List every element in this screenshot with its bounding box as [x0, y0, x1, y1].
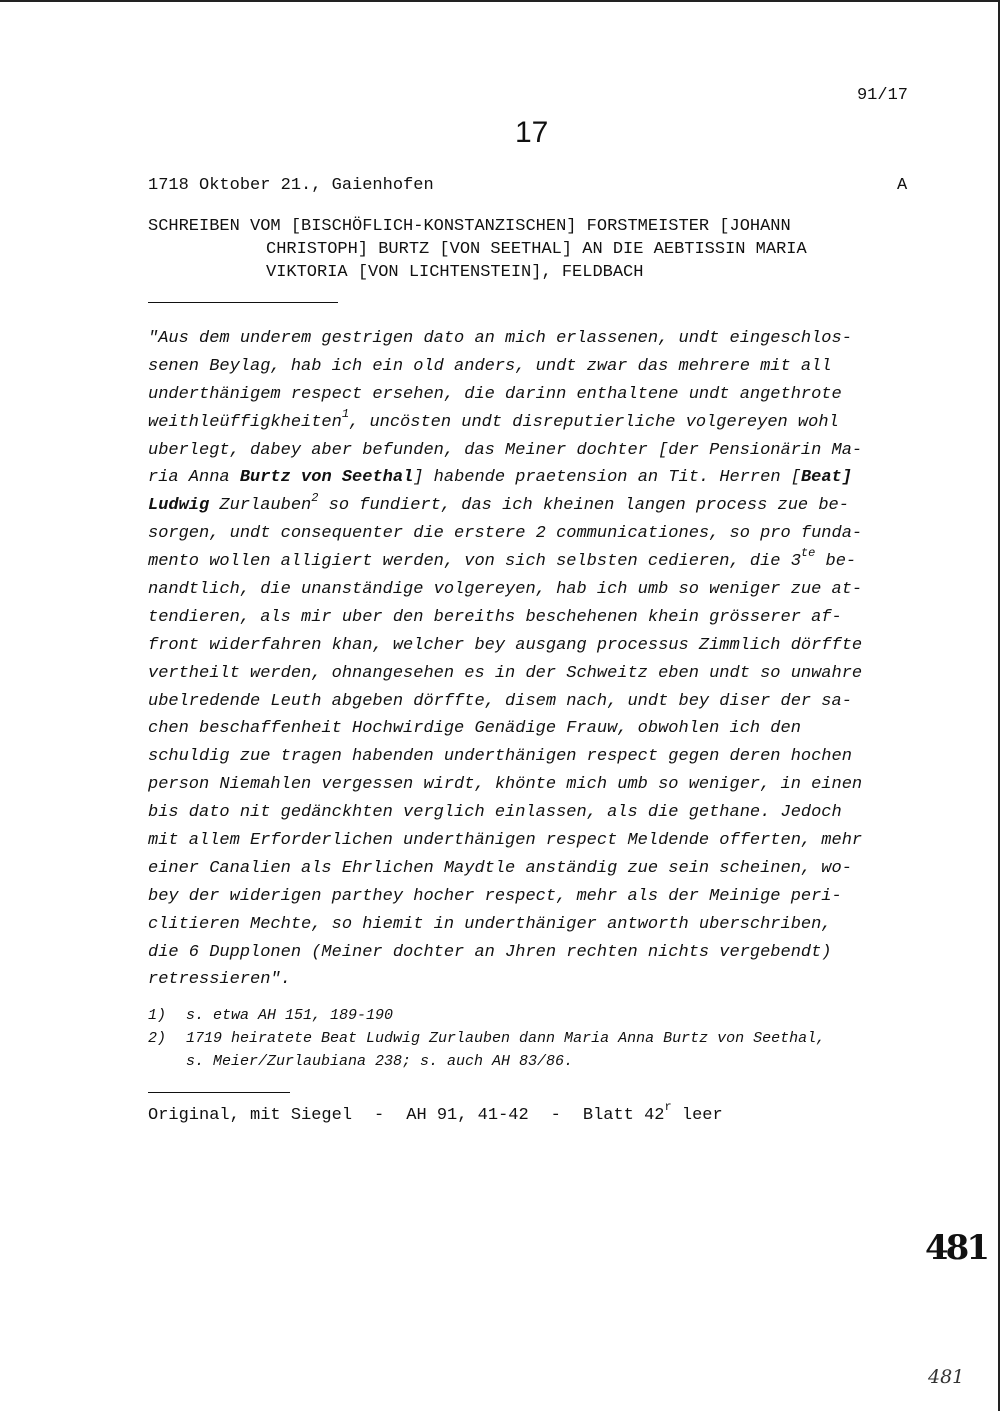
- body-line: underthänigem respect ersehen, die darinn enthaltene undt angethrote: [148, 384, 842, 404]
- body-text-run: so fundiert, das ich kheinen langen process zue be-: [318, 496, 849, 516]
- body-text-run: mento wollen alligiert werden, von sich selbsten cedieren, die 3: [148, 552, 801, 572]
- body-line: chen beschaffenheit Hochwirdige Genädige Frauw, obwohlen ich den: [148, 719, 801, 739]
- source-blatt-rest: leer: [671, 1106, 723, 1125]
- document-number: 17: [515, 116, 549, 149]
- heading-line-1: SCHREIBEN VOM [BISCHÖFLICH-KONSTANZISCHEN] FORSTMEISTER [JOHANN: [148, 217, 791, 236]
- body-line: [148, 409, 918, 437]
- divider-rule: [148, 1092, 290, 1093]
- footnotes: [148, 1004, 918, 1073]
- source-archive: AH 91, 41-42: [406, 1106, 529, 1125]
- body-line: bis dato nit gedänckhten verglich einlassen, als die gethane. Jedoch: [148, 803, 842, 823]
- footnote-1: [148, 1004, 918, 1027]
- body-line: front widerfahren khan, welcher bey ausgang processus Zimmlich dörffte: [148, 635, 863, 655]
- body-line: einer Canalien als Ehrlichen Maydtle anständig zue sein scheinen, wo-: [148, 858, 852, 878]
- reference-number: 91/17: [856, 86, 908, 105]
- date-place: 1718 Oktober 21., Gaienhofen: [148, 176, 434, 195]
- footnote-number: 1): [148, 1007, 167, 1024]
- body-line: [148, 464, 918, 492]
- body-line: [148, 492, 918, 520]
- footnote-ref-2: 2: [311, 490, 319, 505]
- body-line: vertheilt werden, ohnangesehen es in der Schweitz eben undt so unwahre: [148, 663, 863, 683]
- body-line: die 6 Dupplonen (Meiner dochter an Jhren rechten nichts vergebendt): [148, 942, 832, 962]
- document-heading: [148, 215, 918, 284]
- bold-name: Ludwig: [148, 496, 210, 516]
- body-line: schuldig zue tragen habenden underthänigen respect gegen deren hochen: [148, 747, 852, 767]
- source-dash: -: [550, 1106, 561, 1125]
- scan-edge-top: [0, 0, 1000, 2]
- footnote-number: 2): [148, 1030, 167, 1047]
- source-line: [148, 1100, 723, 1125]
- body-line: tendieren, als mir uber den bereiths beschehenen khein grösserer af-: [148, 607, 842, 627]
- body-line: sorgen, undt consequenter die erstere 2 communicationes, so pro funda-: [148, 524, 863, 544]
- bold-name: Beat]: [800, 468, 852, 488]
- body-line: nandtlich, die unanständige volgereyen, hab ich umb so weniger zue at-: [148, 580, 863, 600]
- body-text-run: , uncösten undt disreputierliche volgereyen wohl: [349, 412, 839, 432]
- body-text-run: ria Anna: [148, 468, 240, 488]
- body-text-run: ] habende praetension an Tit. Herren [: [413, 468, 801, 488]
- body-line: [148, 548, 918, 576]
- footnote-text: 1719 heiratete Beat Ludwig Zurlauben dann Maria Anna Burtz von Seethal,: [186, 1030, 826, 1047]
- body-text-run: weithleüffigkheiten: [148, 412, 342, 432]
- body-line: bey der widerigen parthey hocher respect, mehr als der Meinige peri-: [148, 886, 842, 906]
- page-number-stamp: 481: [925, 1228, 987, 1268]
- body-line: "Aus dem underem gestrigen dato an mich erlassenen, undt eingeschlos-: [148, 329, 852, 348]
- page-number-handwritten: 481: [928, 1366, 965, 1388]
- heading-line-2: CHRISTOPH] BURTZ [VON SEETHAL] AN DIE AEBTISSIN MARIA: [266, 240, 807, 259]
- source-blatt: Blatt 42: [582, 1106, 665, 1125]
- body-line: retressieren".: [148, 970, 291, 990]
- body-line: ubelredende Leuth abgeben dörffte, disem nach, undt bey diser der sa-: [148, 691, 852, 711]
- body-line: clitieren Mechte, so hiemit in underthäniger antworth uberschriben,: [148, 914, 832, 934]
- footnote-2-continued: s. Meier/Zurlaubiana 238; s. auch AH 83/86.: [186, 1053, 574, 1070]
- superscript-te: te: [800, 546, 816, 561]
- letter-body: [148, 325, 918, 994]
- body-text-run: be-: [815, 552, 857, 572]
- body-text-run: Zurlauben: [209, 496, 312, 516]
- original-type-marker: A: [897, 176, 908, 195]
- footnote-text: s. etwa AH 151, 189-190: [186, 1007, 394, 1024]
- heading-line-3: VIKTORIA [VON LICHTENSTEIN], FELDBACH: [266, 263, 644, 282]
- body-line: person Niemahlen vergessen wirdt, khönte mich umb so weniger, in einen: [148, 775, 863, 795]
- source-blatt-superscript: r: [664, 1100, 672, 1115]
- source-original: Original, mit Siegel: [148, 1106, 353, 1125]
- bold-name: Burtz von Seethal: [239, 468, 414, 488]
- body-line: uberlegt, dabey aber befunden, das Meiner dochter [der Pensionärin Ma-: [148, 440, 863, 460]
- footnote-ref-1: 1: [341, 407, 350, 422]
- body-line: mit allem Erforderlichen underthänigen respect Meldende offerten, mehr: [148, 831, 863, 851]
- source-dash: -: [374, 1106, 385, 1125]
- footnote-2: [148, 1027, 918, 1050]
- body-line: senen Beylag, hab ich ein old anders, undt zwar das mehrere mit all: [148, 356, 832, 376]
- divider-rule: [148, 302, 338, 303]
